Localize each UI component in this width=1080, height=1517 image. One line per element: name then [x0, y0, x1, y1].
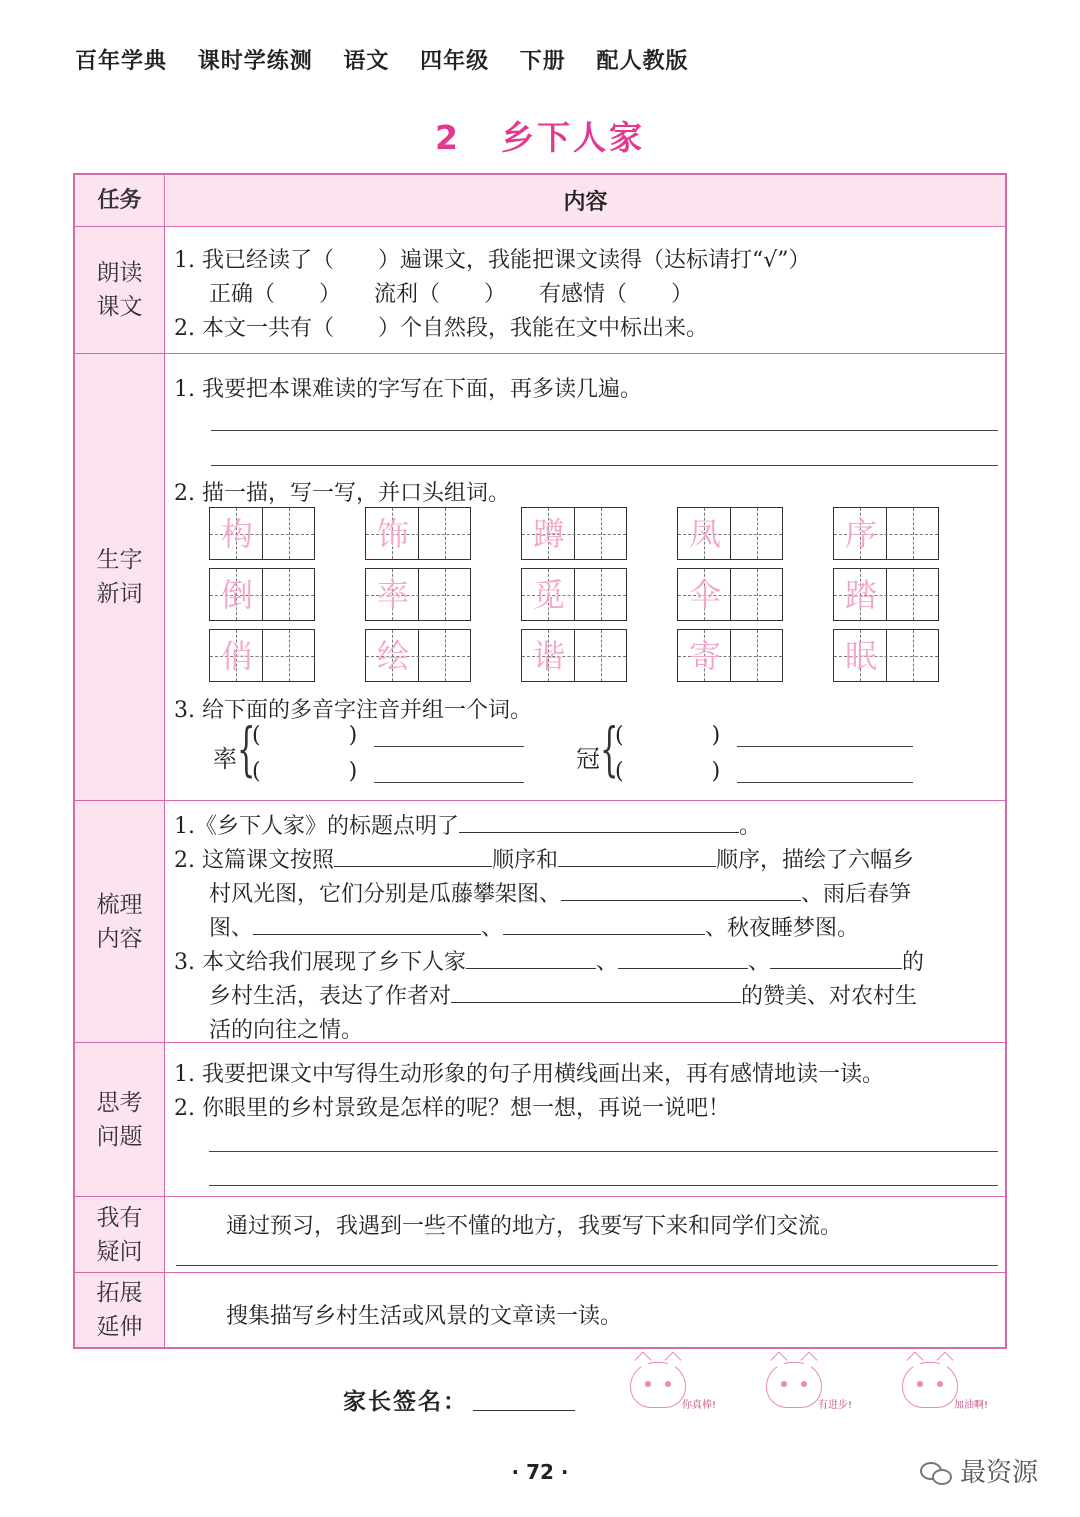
- reading-row: [75, 227, 1005, 354]
- poly-char-1: 率: [213, 745, 237, 773]
- trace-character: 绘: [376, 637, 409, 675]
- header-item: 语文: [343, 49, 390, 74]
- reading-q2: 2. 本文一共有（ ）个自然段，我能在文中标出来。: [174, 316, 708, 341]
- word-line[interactable]: [374, 782, 524, 783]
- write-line[interactable]: [209, 1185, 998, 1186]
- trace-character: 谐: [532, 637, 565, 675]
- think-content: [166, 1043, 1005, 1196]
- think-label: 思考 问题: [75, 1043, 165, 1196]
- header-item: 四年级: [420, 49, 490, 74]
- pinyin-paren[interactable]: ( ): [615, 723, 721, 748]
- cat-sticker-icon: 你真棒!: [624, 1356, 744, 1416]
- answer-blank[interactable]: [770, 947, 902, 969]
- pinyin-paren[interactable]: ( ): [615, 759, 721, 784]
- words-q1: 1. 我要把本课难读的字写在下面，再多读几遍。: [174, 377, 642, 402]
- practice-grid[interactable]: [833, 629, 939, 682]
- question-row: [75, 1197, 1005, 1273]
- page-number: · 72 ·: [511, 1460, 569, 1484]
- trace-character: 饰: [376, 515, 409, 553]
- think-row: [75, 1043, 1005, 1197]
- answer-blank[interactable]: [503, 913, 705, 935]
- answer-blank[interactable]: [618, 947, 748, 969]
- extend-text: 搜集描写乡村生活或风景的文章读一读。: [226, 1304, 623, 1329]
- answer-blank[interactable]: [466, 947, 596, 969]
- trace-character: 蹲: [532, 515, 565, 553]
- task-table: [73, 173, 1007, 1349]
- question-label: 我有 疑问: [75, 1197, 165, 1272]
- words-row: [75, 354, 1005, 801]
- sort-q3: 3. 本文给我们展现了乡下人家 、 、 的: [174, 945, 924, 976]
- practice-grid[interactable]: [365, 568, 471, 621]
- answer-blank[interactable]: [558, 845, 716, 867]
- answer-blank[interactable]: [253, 913, 481, 935]
- table-header-row: [75, 175, 1005, 227]
- trace-character: 踏: [844, 576, 877, 614]
- trace-character: 序: [844, 515, 877, 553]
- practice-grid[interactable]: [365, 629, 471, 682]
- word-line[interactable]: [737, 746, 913, 747]
- reading-q1: 1. 我已经读了（ ）遍课文，我能把课文读得（达标请打“√”）: [174, 248, 811, 273]
- words-q2: 2. 描一描，写一写，并口头组词。: [174, 481, 510, 506]
- trace-character: 眠: [844, 637, 877, 675]
- sort-q1: 1.《乡下人家》的标题点明了 。: [174, 809, 761, 840]
- sort-row: [75, 801, 1005, 1043]
- words-label: 生字 新词: [75, 354, 165, 800]
- header-item: 配人教版: [596, 49, 689, 74]
- brace-icon: {: [237, 715, 256, 783]
- trace-character: 率: [376, 576, 409, 614]
- practice-grid[interactable]: [209, 568, 315, 621]
- words-q3: 3. 给下面的多音字注音并组一个词。: [174, 698, 532, 723]
- word-line[interactable]: [737, 782, 913, 783]
- practice-grid[interactable]: [677, 568, 783, 621]
- question-text: 通过预习，我遇到一些不懂的地方，我要写下来和同学们交流。: [226, 1214, 843, 1239]
- lesson-number: 2: [435, 118, 461, 157]
- write-line[interactable]: [211, 430, 998, 431]
- sort-content: [166, 801, 1005, 1042]
- trace-character: 构: [220, 515, 253, 553]
- header-item: 下册: [519, 49, 566, 74]
- trace-character: 凤: [688, 515, 721, 553]
- practice-grid[interactable]: [677, 629, 783, 682]
- cat-sticker-icon: 有进步!: [760, 1356, 880, 1416]
- pinyin-paren[interactable]: ( ): [252, 723, 358, 748]
- sort-q2-cont: 村风光图，它们分别是瓜藤攀架图、 、雨后春笋: [209, 877, 911, 908]
- answer-blank[interactable]: [451, 981, 741, 1003]
- think-q1: 1. 我要把课文中写得生动形象的句子用横线画出来，再有感情地读一读。: [174, 1062, 884, 1087]
- write-line[interactable]: [176, 1265, 998, 1266]
- practice-grid[interactable]: [521, 568, 627, 621]
- think-q2: 2. 你眼里的乡村景致是怎样的呢？想一想，再说一说吧！: [174, 1096, 730, 1121]
- answer-blank[interactable]: [561, 879, 801, 901]
- parent-sign-field[interactable]: [473, 1410, 575, 1411]
- answer-blank[interactable]: [334, 845, 492, 867]
- trace-character: 伞: [688, 576, 721, 614]
- watermark: 最资源: [920, 1452, 1038, 1489]
- practice-grid[interactable]: [521, 629, 627, 682]
- write-line[interactable]: [211, 465, 998, 466]
- words-content: [166, 354, 1005, 800]
- extend-label: 拓展 延伸: [75, 1273, 165, 1347]
- trace-character: 俏: [220, 637, 253, 675]
- question-content: [166, 1197, 1005, 1272]
- write-line[interactable]: [209, 1151, 998, 1152]
- sort-q2: 2. 这篇课文按照 顺序和 顺序，描绘了六幅乡: [174, 843, 914, 874]
- extend-row: [75, 1273, 1005, 1347]
- trace-character: 觅: [532, 576, 565, 614]
- practice-grid[interactable]: [209, 629, 315, 682]
- trace-character: 寄: [688, 637, 721, 675]
- extend-content: [166, 1273, 1005, 1347]
- word-line[interactable]: [374, 746, 524, 747]
- reading-content: [166, 227, 1005, 353]
- col-content-header: 内容: [166, 175, 1005, 226]
- practice-grid[interactable]: [833, 507, 939, 560]
- reading-q1-options: 正确（ ） 流利（ ） 有感情（ ）: [209, 282, 694, 307]
- answer-blank[interactable]: [459, 811, 739, 833]
- sort-q3-cont: 乡村生活，表达了作者对 的赞美、对农村生: [209, 979, 917, 1010]
- poly-char-2: 冠: [576, 745, 600, 773]
- col-task-header: 任务: [75, 175, 165, 226]
- practice-grid[interactable]: [365, 507, 471, 560]
- practice-grid[interactable]: [677, 507, 783, 560]
- lesson-title: [0, 112, 1080, 159]
- brace-icon: {: [600, 715, 619, 783]
- header-item: 课时学练测: [197, 49, 313, 74]
- parent-sign-label: 家长签名：: [343, 1389, 468, 1415]
- lesson-name: 乡下人家: [500, 118, 645, 157]
- sort-q2-cont2: 图、 、 、秋夜睡梦图。: [209, 911, 859, 942]
- sort-q3-end: 活的向往之情。: [209, 1018, 364, 1043]
- header-item: 百年学典: [75, 49, 168, 74]
- practice-grid[interactable]: [833, 568, 939, 621]
- cat-sticker-icon: 加油啊!: [896, 1356, 1016, 1416]
- sort-label: 梳理 内容: [75, 801, 165, 1042]
- trace-character: 倒: [220, 576, 253, 614]
- book-header: [75, 44, 710, 75]
- practice-grid[interactable]: [521, 507, 627, 560]
- wechat-icon: [920, 1462, 954, 1486]
- pinyin-paren[interactable]: ( ): [252, 759, 358, 784]
- reading-label: 朗读 课文: [75, 227, 165, 353]
- practice-grid[interactable]: [209, 507, 315, 560]
